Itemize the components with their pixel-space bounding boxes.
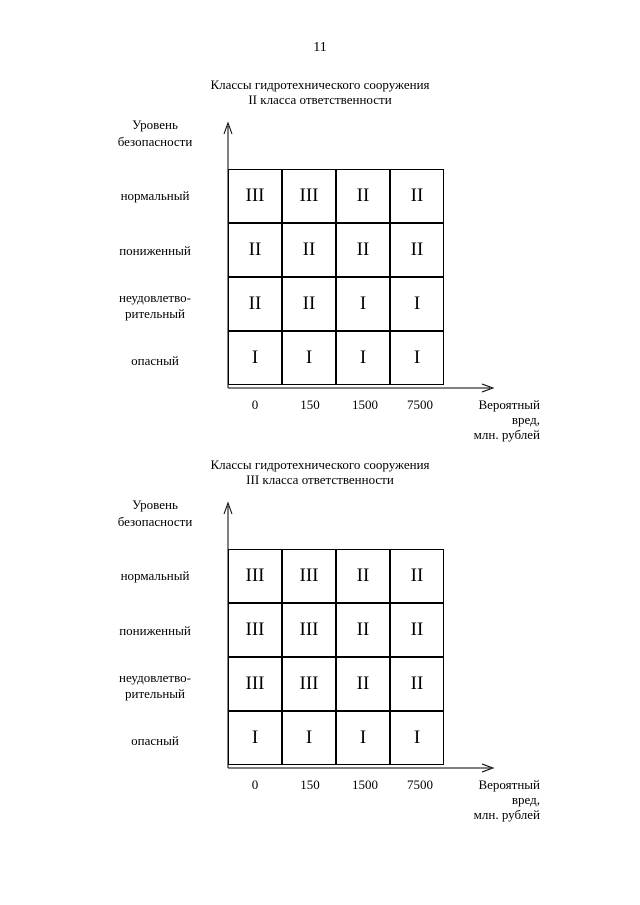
x-axis-title-line: Вероятный: [478, 397, 540, 412]
safety-level-label: [100, 714, 210, 768]
x-axis-title-line: вред,: [511, 792, 540, 807]
matrix-cell: II: [336, 169, 390, 223]
safety-level-label-line: нормальный: [120, 188, 190, 203]
matrix-cell: II: [336, 549, 390, 603]
safety-level-label: [100, 604, 210, 658]
x-tick-label: 7500: [407, 397, 433, 412]
safety-level-label: [100, 169, 210, 223]
matrix-cell: III: [282, 169, 336, 223]
safety-level-label-line: неудовлетво-: [119, 670, 191, 685]
safety-level-label: [100, 659, 210, 713]
safety-level-label-line: пониженный: [119, 623, 191, 638]
matrix-cell: III: [228, 657, 282, 711]
safety-level-label-line: пониженный: [119, 243, 191, 258]
x-tick-label: 150: [300, 397, 320, 412]
y-axis-title-line: Уровень: [132, 497, 178, 512]
matrix-cell: I: [390, 331, 444, 385]
matrix-cell: II: [282, 277, 336, 331]
page-number: 11: [313, 40, 327, 55]
matrix-cell: III: [228, 603, 282, 657]
matrix-cell: II: [390, 169, 444, 223]
matrix-cell: III: [228, 549, 282, 603]
matrix-cell: I: [390, 711, 444, 765]
y-axis-title-line: безопасности: [117, 514, 193, 529]
matrix-cell: I: [282, 711, 336, 765]
matrix-cell: II: [390, 603, 444, 657]
matrix-cell: I: [228, 711, 282, 765]
class-matrix: [228, 549, 446, 767]
figure-title-line: III класса ответственности: [246, 472, 394, 487]
safety-level-label: [100, 549, 210, 603]
safety-level-label-line: опасный: [131, 733, 179, 748]
matrix-cell: I: [336, 277, 390, 331]
matrix-cell: II: [390, 549, 444, 603]
x-axis-title-line: вред,: [511, 412, 540, 427]
safety-level-label-line: рительный: [125, 306, 185, 321]
matrix-cell: III: [228, 169, 282, 223]
matrix-cell: II: [228, 277, 282, 331]
figure-title-line: Классы гидротехнического сооружения: [210, 457, 430, 472]
y-axis-title-line: безопасности: [117, 134, 193, 149]
matrix-cell: III: [282, 549, 336, 603]
matrix-cell: II: [390, 223, 444, 277]
matrix-cell: II: [336, 603, 390, 657]
x-tick-label: 1500: [352, 397, 378, 412]
y-axis-title-line: Уровень: [132, 117, 178, 132]
x-tick-label: 0: [251, 777, 259, 792]
safety-level-label: [100, 224, 210, 278]
matrix-cell: II: [228, 223, 282, 277]
figure-title-line: Классы гидротехнического сооружения: [210, 77, 430, 92]
x-tick-label: 7500: [407, 777, 433, 792]
x-tick-label: 1500: [352, 777, 378, 792]
class-matrix: [228, 169, 446, 387]
safety-level-label-line: опасный: [131, 353, 179, 368]
safety-level-label: [100, 279, 210, 333]
x-axis-title: [440, 777, 540, 822]
x-tick-label: 150: [300, 777, 320, 792]
matrix-cell: I: [282, 331, 336, 385]
safety-level-label-line: неудовлетво-: [119, 290, 191, 305]
x-tick-label: 0: [251, 397, 259, 412]
matrix-cell: III: [282, 657, 336, 711]
matrix-cell: III: [282, 603, 336, 657]
x-axis-title-line: млн. рублей: [473, 427, 540, 442]
matrix-cell: I: [336, 331, 390, 385]
matrix-cell: II: [336, 223, 390, 277]
matrix-cell: I: [390, 277, 444, 331]
matrix-cell: I: [336, 711, 390, 765]
safety-level-label-line: нормальный: [120, 568, 190, 583]
x-axis-title-line: млн. рублей: [473, 807, 540, 822]
safety-level-label-line: рительный: [125, 686, 185, 701]
matrix-cell: II: [282, 223, 336, 277]
matrix-cell: II: [390, 657, 444, 711]
matrix-cell: I: [228, 331, 282, 385]
matrix-cell: II: [336, 657, 390, 711]
x-axis-title-line: Вероятный: [478, 777, 540, 792]
figure-title-line: II класса ответственности: [248, 92, 392, 107]
